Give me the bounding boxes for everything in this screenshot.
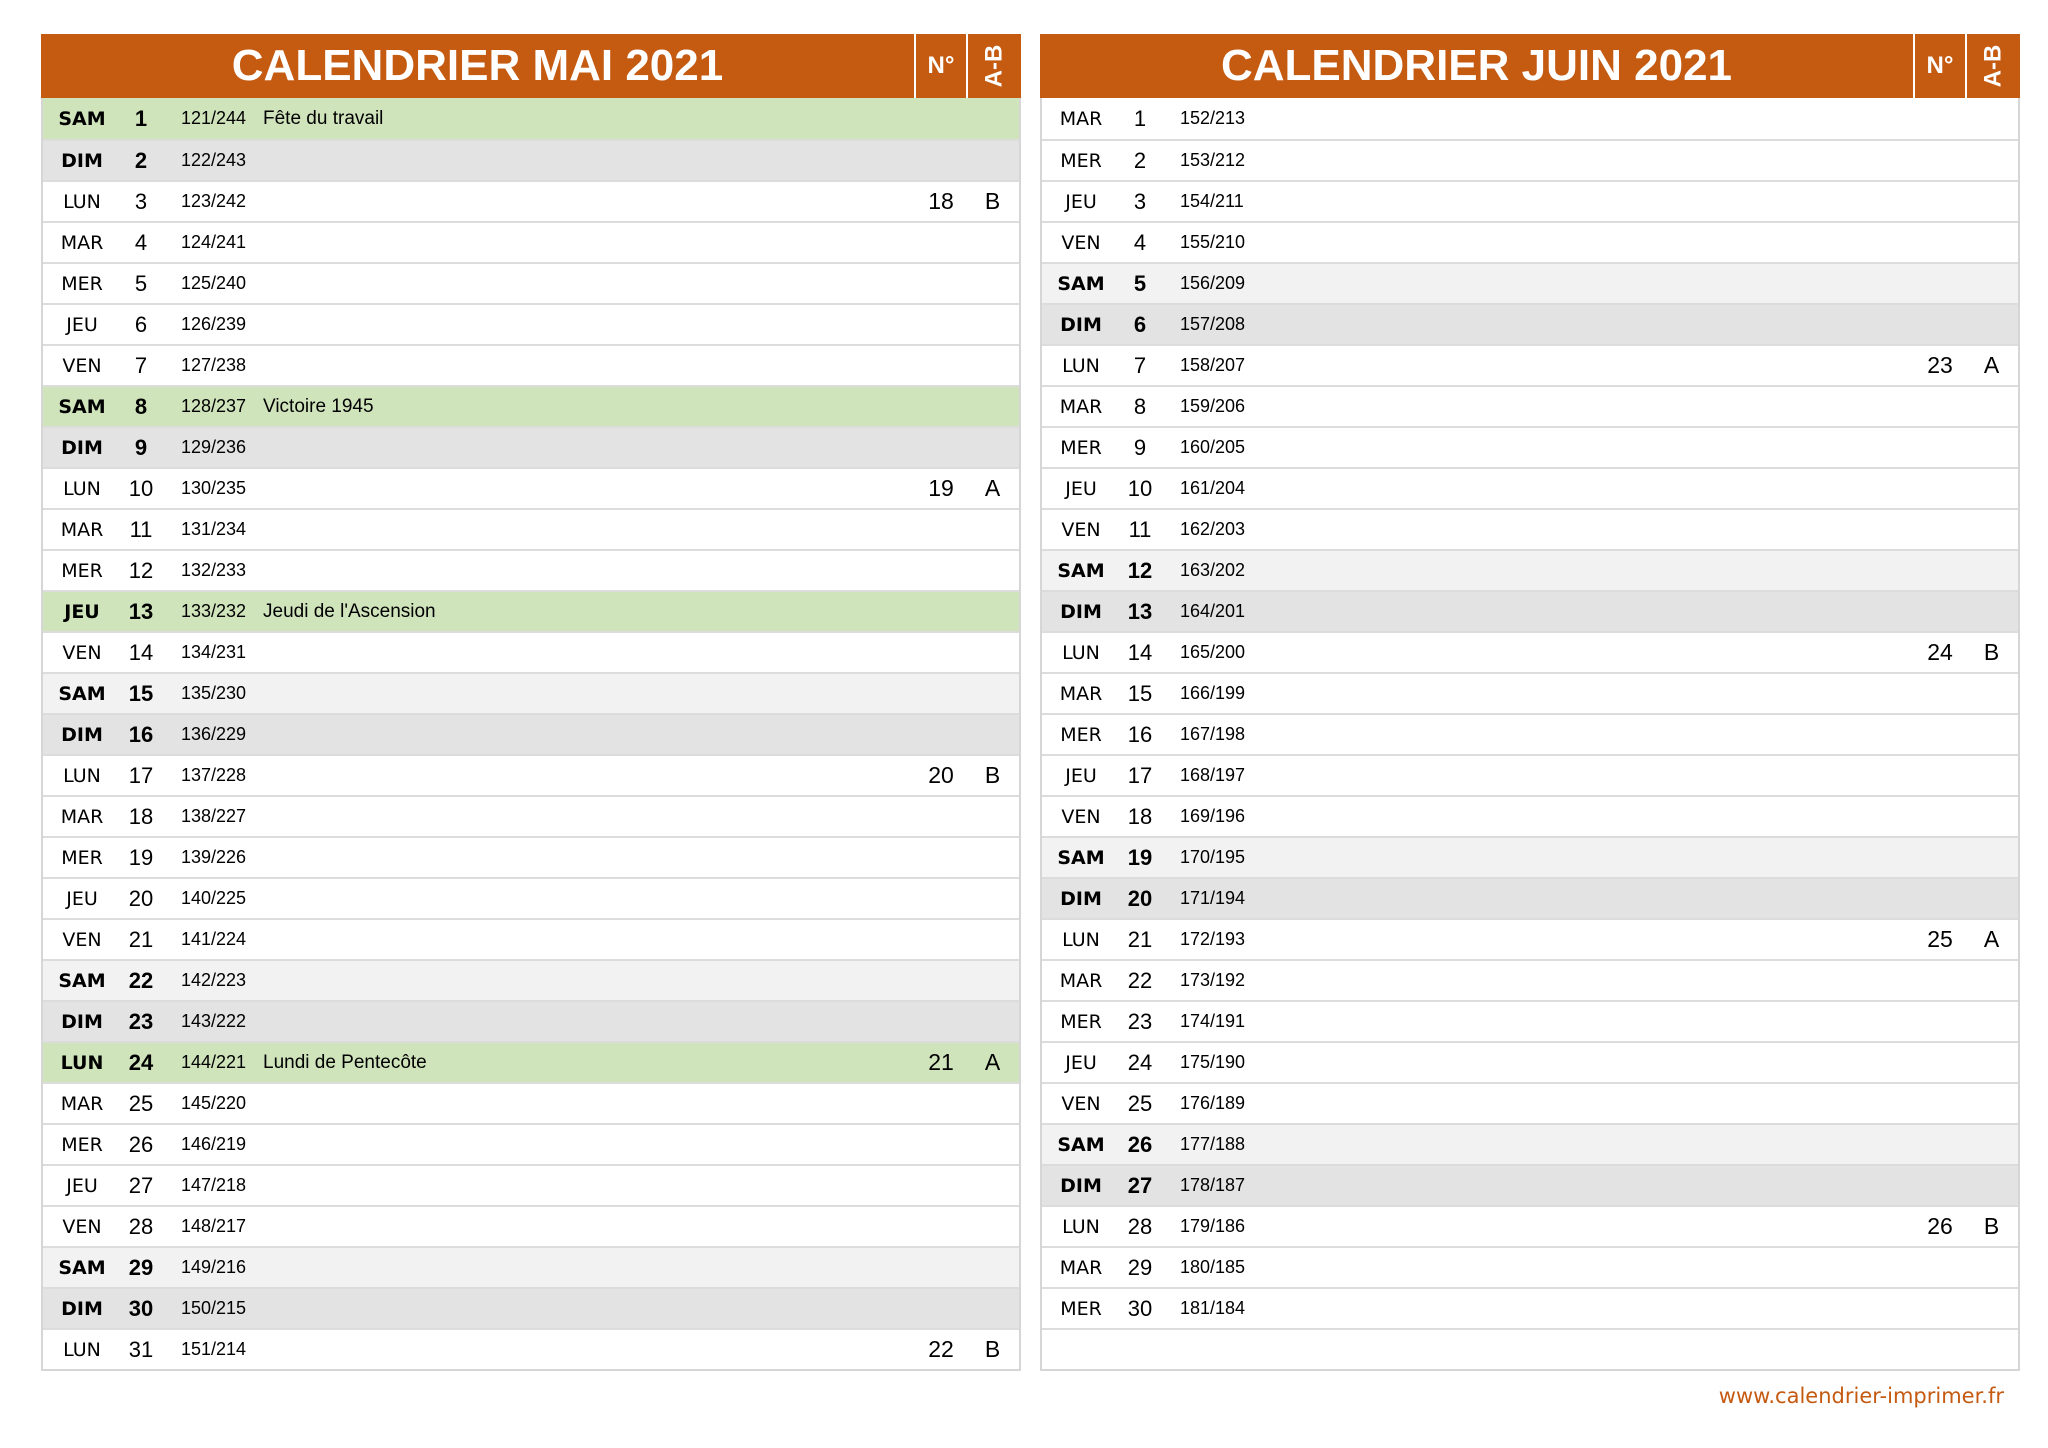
day-of-year: 140/225 <box>181 888 247 908</box>
table-row <box>1042 385 2018 426</box>
day-of-year: 163/202 <box>1180 560 1246 580</box>
day-of-year: 177/188 <box>1180 1134 1246 1154</box>
table-row <box>1042 426 2018 467</box>
day-name: LUN <box>63 190 101 213</box>
day-name: LUN <box>63 764 101 787</box>
day-number: 18 <box>1127 803 1153 829</box>
day-of-year: 127/238 <box>181 355 247 375</box>
day-number: 20 <box>128 885 154 911</box>
day-of-year: 145/220 <box>181 1093 247 1113</box>
table-row <box>1042 713 2018 754</box>
day-of-year: 122/243 <box>181 150 247 170</box>
day-of-year: 139/226 <box>181 847 247 867</box>
day-name: SAM <box>1057 559 1105 582</box>
week-number: 18 <box>928 188 954 214</box>
day-of-year: 147/218 <box>181 1175 247 1195</box>
day-number: 16 <box>128 721 154 747</box>
day-number: 14 <box>1127 639 1153 665</box>
week-ab: A <box>984 475 1001 501</box>
calendar-rows <box>1040 98 2020 1371</box>
day-of-year: 137/228 <box>181 765 247 785</box>
day-of-year: 171/194 <box>1180 888 1246 908</box>
week-ab-column-header <box>968 34 1021 98</box>
day-name: MAR <box>60 518 104 541</box>
day-of-year: 143/222 <box>181 1011 247 1031</box>
table-row <box>1042 1287 2018 1328</box>
table-row <box>43 631 1019 672</box>
day-name: MAR <box>60 1092 104 1115</box>
day-number: 29 <box>128 1254 154 1280</box>
day-name: JEU <box>66 887 98 910</box>
table-row <box>43 385 1019 426</box>
calendar-may-2021 <box>41 34 1021 1371</box>
day-name: VEN <box>62 641 102 664</box>
table-row <box>43 426 1019 467</box>
day-of-year: 144/221 <box>181 1052 247 1072</box>
day-name: JEU <box>1065 477 1097 500</box>
day-number: 4 <box>134 229 148 255</box>
day-of-year: 160/205 <box>1180 437 1246 457</box>
day-of-year: 151/214 <box>181 1339 247 1359</box>
day-of-year: 157/208 <box>1180 314 1246 334</box>
day-of-year: 164/201 <box>1180 601 1246 621</box>
day-name: DIM <box>61 149 103 172</box>
table-row <box>43 1000 1019 1041</box>
table-row <box>1042 918 2018 959</box>
table-row <box>1042 1205 2018 1246</box>
day-of-year: 172/193 <box>1180 929 1246 949</box>
day-name: SAM <box>58 969 106 992</box>
table-row <box>43 508 1019 549</box>
table-row <box>1042 344 2018 385</box>
week-ab: B <box>1983 1213 2000 1239</box>
day-number: 2 <box>1133 147 1147 173</box>
day-name: MER <box>1060 1010 1102 1033</box>
day-name: LUN <box>63 1338 101 1361</box>
day-number: 18 <box>128 803 154 829</box>
day-of-year: 121/244 <box>181 108 247 128</box>
day-name: DIM <box>61 723 103 746</box>
day-name: MER <box>1060 1297 1102 1320</box>
day-of-year: 170/195 <box>1180 847 1246 867</box>
day-number: 7 <box>134 352 148 378</box>
day-number: 1 <box>134 105 148 131</box>
day-number: 17 <box>1127 762 1153 788</box>
day-name: VEN <box>1061 518 1101 541</box>
day-name: MER <box>61 559 103 582</box>
table-row <box>43 959 1019 1000</box>
day-of-year: 154/211 <box>1180 191 1244 211</box>
day-of-year: 167/198 <box>1180 724 1246 744</box>
week-number-column-header: N° <box>1915 34 1967 98</box>
day-name: VEN <box>1061 231 1101 254</box>
day-number: 11 <box>129 516 153 542</box>
day-name: MER <box>1060 149 1102 172</box>
day-name: DIM <box>1060 313 1102 336</box>
week-number: 25 <box>1927 926 1953 952</box>
day-number: 15 <box>1127 680 1153 706</box>
day-name: LUN <box>1062 641 1100 664</box>
day-number: 28 <box>128 1213 154 1239</box>
day-number: 27 <box>1127 1172 1153 1198</box>
table-row <box>1042 590 2018 631</box>
day-of-year: 174/191 <box>1180 1011 1246 1031</box>
calendar-header <box>41 34 1021 98</box>
day-name: LUN <box>1062 354 1100 377</box>
day-number: 14 <box>128 639 154 665</box>
table-row <box>43 1328 1019 1369</box>
day-number: 30 <box>128 1295 154 1321</box>
day-name: VEN <box>1061 805 1101 828</box>
day-of-year: 129/236 <box>181 437 247 457</box>
table-row <box>1042 303 2018 344</box>
day-number: 12 <box>1127 557 1153 583</box>
table-row <box>43 549 1019 590</box>
table-row <box>43 221 1019 262</box>
calendar-june-2021 <box>1040 34 2020 1371</box>
day-name: DIM <box>61 436 103 459</box>
day-of-year: 131/234 <box>181 519 247 539</box>
day-of-year: 130/235 <box>181 478 247 498</box>
week-ab: A <box>1983 352 2000 378</box>
table-row <box>43 98 1019 139</box>
table-row <box>1042 262 2018 303</box>
day-of-year: 165/200 <box>1180 642 1246 662</box>
day-number: 10 <box>128 475 154 501</box>
day-of-year: 128/237 <box>181 396 247 416</box>
day-number: 24 <box>128 1049 154 1075</box>
day-of-year: 155/210 <box>1180 232 1246 252</box>
table-row <box>1042 139 2018 180</box>
day-name: JEU <box>66 1174 98 1197</box>
table-row <box>1042 1328 2018 1369</box>
day-of-year: 166/199 <box>1180 683 1246 703</box>
week-ab-label: A-B <box>980 44 1008 88</box>
table-row <box>43 1205 1019 1246</box>
table-row <box>1042 1164 2018 1205</box>
day-name: JEU <box>1065 1051 1097 1074</box>
day-number: 8 <box>1133 393 1147 419</box>
table-row <box>1042 180 2018 221</box>
day-of-year: 126/239 <box>181 314 247 334</box>
day-name: LUN <box>1062 928 1100 951</box>
table-row <box>1042 549 2018 590</box>
day-of-year: 162/203 <box>1180 519 1246 539</box>
day-of-year: 169/196 <box>1180 806 1246 826</box>
table-row <box>43 672 1019 713</box>
table-row <box>43 1287 1019 1328</box>
day-of-year: 125/240 <box>181 273 247 293</box>
table-row <box>43 877 1019 918</box>
day-number: 30 <box>1127 1295 1153 1321</box>
day-number: 17 <box>128 762 154 788</box>
day-name: MER <box>1060 436 1102 459</box>
day-number: 25 <box>1127 1090 1153 1116</box>
day-number: 1 <box>1133 105 1147 131</box>
day-name: MER <box>61 846 103 869</box>
table-row <box>1042 1041 2018 1082</box>
event-label: Fête du travail <box>263 107 384 129</box>
table-row <box>1042 1082 2018 1123</box>
table-row <box>43 836 1019 877</box>
table-row <box>1042 672 2018 713</box>
day-number: 10 <box>1127 475 1153 501</box>
table-row <box>1042 754 2018 795</box>
week-number: 21 <box>928 1049 954 1075</box>
day-number: 16 <box>1127 721 1153 747</box>
day-name: JEU <box>1065 764 1097 787</box>
event-label: Lundi de Pentecôte <box>263 1051 427 1073</box>
week-number-column-header: N° <box>916 34 968 98</box>
day-name: DIM <box>61 1297 103 1320</box>
day-name: VEN <box>1061 1092 1101 1115</box>
day-number: 26 <box>1127 1131 1153 1157</box>
day-of-year: 168/197 <box>1180 765 1246 785</box>
week-number: 19 <box>928 475 954 501</box>
table-row <box>1042 836 2018 877</box>
day-name: DIM <box>61 1010 103 1033</box>
day-name: MAR <box>60 231 104 254</box>
day-number: 6 <box>134 311 148 337</box>
calendar-title: CALENDRIER MAI 2021 <box>41 34 916 98</box>
table-row <box>1042 467 2018 508</box>
day-name: MAR <box>60 805 104 828</box>
day-name: SAM <box>58 395 106 418</box>
day-of-year: 146/219 <box>181 1134 247 1154</box>
day-name: VEN <box>62 354 102 377</box>
day-of-year: 141/224 <box>181 929 247 949</box>
calendar-header <box>1040 34 2020 98</box>
table-row <box>43 303 1019 344</box>
day-of-year: 158/207 <box>1180 355 1246 375</box>
day-of-year: 150/215 <box>181 1298 247 1318</box>
day-number: 20 <box>1127 885 1153 911</box>
day-name: SAM <box>58 107 106 130</box>
day-name: JEU <box>1065 190 1097 213</box>
day-of-year: 161/204 <box>1180 478 1246 498</box>
day-number: 3 <box>1133 188 1147 214</box>
day-number: 3 <box>134 188 148 214</box>
table-row <box>1042 795 2018 836</box>
week-ab: B <box>1983 639 2000 665</box>
day-of-year: 135/230 <box>181 683 247 703</box>
day-name: LUN <box>63 477 101 500</box>
day-number: 24 <box>1127 1049 1153 1075</box>
table-row <box>43 1041 1019 1082</box>
day-name: MER <box>1060 723 1102 746</box>
day-of-year: 176/189 <box>1180 1093 1246 1113</box>
day-name: MAR <box>1059 1256 1103 1279</box>
day-name: DIM <box>1060 887 1102 910</box>
table-row <box>1042 1000 2018 1041</box>
week-ab: B <box>984 1336 1001 1362</box>
day-number: 6 <box>1133 311 1147 337</box>
day-number: 22 <box>128 967 154 993</box>
day-number: 5 <box>134 270 148 296</box>
day-of-year: 179/186 <box>1180 1216 1246 1236</box>
day-number: 19 <box>1127 844 1153 870</box>
day-name: SAM <box>1057 272 1105 295</box>
table-row <box>43 754 1019 795</box>
day-of-year: 173/192 <box>1180 970 1246 990</box>
day-number: 12 <box>128 557 154 583</box>
day-number: 15 <box>128 680 154 706</box>
day-name: JEU <box>64 600 100 623</box>
table-row <box>1042 959 2018 1000</box>
day-of-year: 124/241 <box>181 232 247 252</box>
table-row <box>43 713 1019 754</box>
week-number: 24 <box>1927 639 1953 665</box>
calendar-rows <box>41 98 1021 1371</box>
day-of-year: 136/229 <box>181 724 247 744</box>
week-ab: B <box>984 188 1001 214</box>
day-number: 22 <box>1127 967 1153 993</box>
week-number: 26 <box>1927 1213 1953 1239</box>
table-row <box>1042 221 2018 262</box>
day-name: DIM <box>1060 1174 1102 1197</box>
day-of-year: 175/190 <box>1180 1052 1246 1072</box>
day-name: MER <box>61 272 103 295</box>
day-name: MAR <box>1059 107 1103 130</box>
table-row <box>1042 1123 2018 1164</box>
day-number: 21 <box>1127 926 1153 952</box>
table-row <box>43 1246 1019 1287</box>
day-of-year: 148/217 <box>181 1216 247 1236</box>
day-of-year: 156/209 <box>1180 273 1246 293</box>
calendar-title: CALENDRIER JUIN 2021 <box>1040 34 1915 98</box>
day-number: 28 <box>1127 1213 1153 1239</box>
table-row <box>43 180 1019 221</box>
table-row <box>1042 1246 2018 1287</box>
day-of-year: 152/213 <box>1180 108 1246 128</box>
day-of-year: 138/227 <box>181 806 247 826</box>
event-label: Jeudi de l'Ascension <box>263 600 436 622</box>
day-number: 5 <box>1133 270 1147 296</box>
day-of-year: 142/223 <box>181 970 247 990</box>
table-row <box>1042 631 2018 672</box>
day-number: 9 <box>134 434 148 460</box>
day-of-year: 133/232 <box>181 601 247 621</box>
week-ab: A <box>984 1049 1001 1075</box>
event-label: Victoire 1945 <box>263 395 374 417</box>
day-number: 21 <box>128 926 154 952</box>
day-number: 8 <box>134 393 148 419</box>
day-name: SAM <box>1057 846 1105 869</box>
week-number: 22 <box>928 1336 954 1362</box>
day-name: JEU <box>66 313 98 336</box>
day-name: DIM <box>1060 600 1102 623</box>
table-row <box>43 344 1019 385</box>
day-number: 13 <box>128 598 154 624</box>
day-of-year: 178/187 <box>1180 1175 1246 1195</box>
day-name: MER <box>61 1133 103 1156</box>
table-row <box>43 262 1019 303</box>
day-of-year: 181/184 <box>1180 1298 1246 1318</box>
day-of-year: 123/242 <box>181 191 247 211</box>
week-ab-label: A-B <box>1979 44 2007 88</box>
day-number: 7 <box>1133 352 1147 378</box>
day-number: 9 <box>1133 434 1147 460</box>
table-row <box>1042 508 2018 549</box>
day-of-year: 134/231 <box>181 642 247 662</box>
day-number: 2 <box>134 147 148 173</box>
day-name: SAM <box>58 682 106 705</box>
day-number: 26 <box>128 1131 154 1157</box>
table-row <box>43 467 1019 508</box>
day-name: SAM <box>1057 1133 1105 1156</box>
table-row <box>43 139 1019 180</box>
day-of-year: 153/212 <box>1180 150 1246 170</box>
day-number: 23 <box>128 1008 154 1034</box>
table-row <box>1042 877 2018 918</box>
week-ab: B <box>984 762 1001 788</box>
day-number: 29 <box>1127 1254 1153 1280</box>
week-number: 23 <box>1927 352 1953 378</box>
table-row <box>43 918 1019 959</box>
day-number: 19 <box>128 844 154 870</box>
table-row <box>43 1123 1019 1164</box>
day-number: 27 <box>128 1172 154 1198</box>
day-name: VEN <box>62 1215 102 1238</box>
day-of-year: 159/206 <box>1180 396 1246 416</box>
day-number: 31 <box>128 1336 154 1362</box>
day-number: 4 <box>1133 229 1147 255</box>
day-name: LUN <box>60 1051 104 1074</box>
day-name: MAR <box>1059 682 1103 705</box>
table-row <box>43 795 1019 836</box>
week-number: 20 <box>928 762 954 788</box>
day-name: VEN <box>62 928 102 951</box>
week-ab: A <box>1983 926 2000 952</box>
table-row <box>43 1082 1019 1123</box>
day-name: MAR <box>1059 395 1103 418</box>
day-of-year: 149/216 <box>181 1257 247 1277</box>
day-name: MAR <box>1059 969 1103 992</box>
day-of-year: 132/233 <box>181 560 247 580</box>
day-number: 25 <box>128 1090 154 1116</box>
day-number: 13 <box>1127 598 1153 624</box>
table-row <box>1042 98 2018 139</box>
day-of-year: 180/185 <box>1180 1257 1246 1277</box>
table-row <box>43 590 1019 631</box>
table-row <box>43 1164 1019 1205</box>
day-number: 23 <box>1127 1008 1153 1034</box>
day-name: LUN <box>1062 1215 1100 1238</box>
day-name: SAM <box>58 1256 106 1279</box>
day-number: 11 <box>1128 516 1152 542</box>
week-ab-column-header <box>1967 34 2020 98</box>
footer-url[interactable]: www.calendrier-imprimer.fr <box>1718 1384 2004 1408</box>
